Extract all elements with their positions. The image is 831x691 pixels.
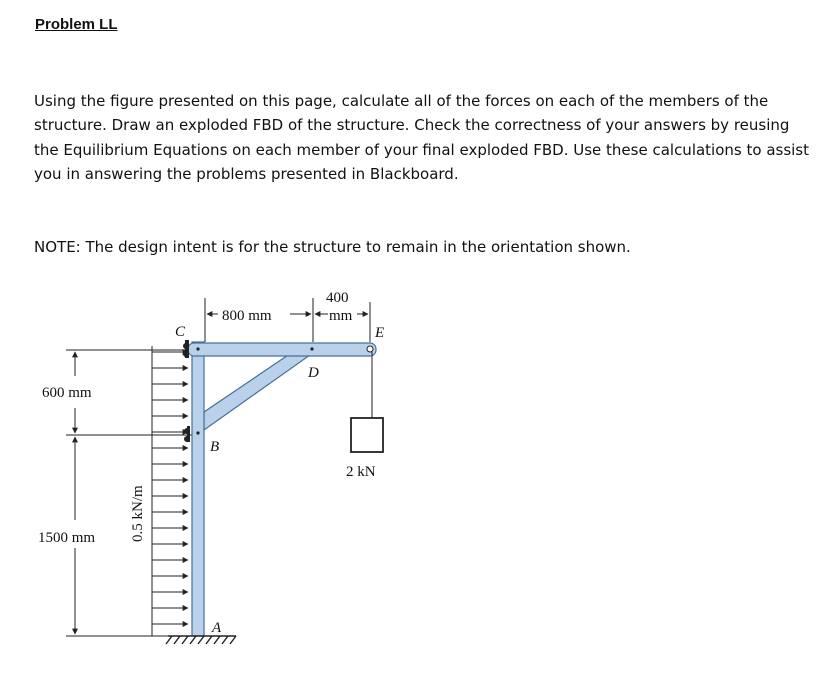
structure-figure — [0, 280, 420, 660]
design-note: NOTE: The design intent is for the structure to remain in the orientation shown. — [34, 238, 631, 256]
roller-b — [184, 426, 190, 442]
dim-800-label: 800 mm — [222, 308, 272, 324]
fixed-support-a — [166, 636, 236, 644]
dimension-400 — [315, 290, 370, 342]
pin-b — [196, 431, 199, 434]
label-c: C — [175, 324, 186, 340]
dim-400-unit: mm — [329, 308, 353, 324]
pin-c — [196, 347, 199, 350]
dim-600-label: 600 mm — [42, 385, 92, 401]
roller-c — [183, 340, 189, 358]
problem-title: Problem LL — [35, 16, 118, 33]
pin-d — [310, 347, 313, 350]
label-a: A — [212, 620, 222, 636]
member-bd — [204, 347, 310, 430]
distributed-load-label: 0.5 kN/m — [130, 485, 146, 542]
member-ac — [192, 342, 204, 636]
label-d: D — [308, 365, 319, 381]
pulley-e — [367, 346, 373, 352]
dim-1500-label: 1500 mm — [38, 530, 96, 546]
dimension-left — [38, 350, 200, 636]
member-ce — [188, 343, 376, 356]
label-e: E — [375, 325, 385, 341]
dimension-800 — [205, 298, 313, 342]
weight-label: 2 kN — [346, 464, 376, 480]
dim-400-number: 400 — [326, 290, 349, 306]
weight-block — [351, 418, 383, 452]
label-b: B — [210, 439, 220, 455]
distributed-load-arrows — [152, 346, 188, 636]
problem-instructions: Using the figure presented on this page, calculate all of the forces on each of the members of the structure. Draw an exploded FBD of the structure. Check the correctness of your answers by reusing the Equilibrium Equations on each member of your final exploded FBD. Use these calculations to assist you in answering the problems presented in Blackboard. — [34, 92, 810, 183]
